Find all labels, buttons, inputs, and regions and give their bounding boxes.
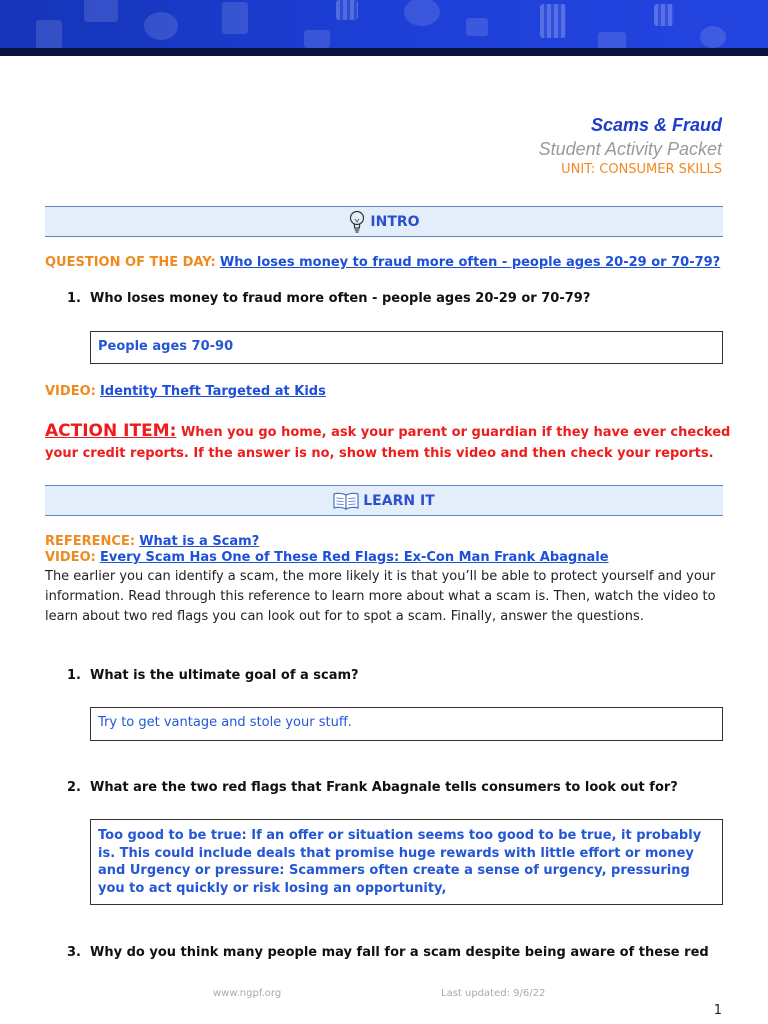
piggy-bank-icon: [404, 0, 440, 26]
page-subtitle: Student Activity Packet: [538, 139, 722, 159]
question-text: What is the ultimate goal of a scam?: [90, 668, 359, 683]
qotd-link[interactable]: Who loses money to fraud more often - people ages 20-29 or 70-79?: [219, 255, 721, 270]
unit-label: UNIT: CONSUMER SKILLS: [561, 162, 722, 177]
video-label: VIDEO:: [45, 384, 96, 399]
question-of-the-day: [45, 254, 720, 272]
header-banner: [0, 0, 768, 48]
learn-question-3: [67, 944, 709, 962]
video-label: VIDEO:: [45, 550, 96, 565]
intro-video-line: [45, 383, 326, 401]
calculator-icon: [336, 0, 358, 20]
question-text: Who loses money to fraud more often - people ages 20-29 or 70-79?: [90, 291, 591, 306]
question-number: 2.: [67, 780, 81, 795]
document-icon: [36, 20, 62, 48]
video-link-red-flags[interactable]: Every Scam Has One of These Red Flags: Ex-Con Man Frank Abagnale: [99, 550, 609, 565]
question-text: What are the two red flags that Frank Abagnale tells consumers to look out for?: [90, 780, 678, 795]
intro-question-1: [67, 290, 590, 308]
learn-answer-2[interactable]: Too good to be true: If an offer or situation seems too good to be true, it probably is. This could include deals that promise huge rewards with little effort or money and Urgency or pressure: Scammers often create a sense of urgency, pressuring you to act quickly or risk losing an opportunity,: [90, 819, 723, 905]
intro-section-label: INTRO: [370, 213, 420, 230]
action-item-label: ACTION ITEM:: [45, 421, 177, 441]
learn-answer-1[interactable]: Try to get vantage and stole your stuff.: [90, 707, 723, 741]
question-number: 1.: [67, 291, 81, 306]
learn-question-1: [67, 667, 359, 685]
learn-it-section-label: LEARN IT: [363, 492, 435, 509]
piggy-bank-icon: [144, 12, 178, 40]
learn-instructions-paragraph: The earlier you can identify a scam, the more likely it is that you’ll be able to protect yourself and your information. Read through this reference to learn more about what a scam is. Then, watch the video to learn about two red flags you can look out for to spot a scam. Finally, answer the questions.: [45, 569, 716, 624]
question-text: Why do you think many people may fall for a scam despite being aware of these red: [90, 945, 709, 960]
learn-video-line: [45, 549, 609, 567]
calculator-icon: [654, 4, 674, 26]
reference-label: REFERENCE:: [45, 534, 136, 549]
lightbulb-icon: [348, 209, 366, 235]
page-title: Scams & Fraud: [590, 115, 722, 135]
reference-link-what-is-a-scam[interactable]: What is a Scam?: [139, 534, 260, 549]
folder-icon: [84, 0, 118, 22]
title-block: [539, 114, 722, 178]
book-icon: [333, 492, 359, 510]
qotd-label: QUESTION OF THE DAY:: [45, 255, 216, 270]
learn-question-2: [67, 779, 678, 797]
question-number: 3.: [67, 945, 81, 960]
action-item-text: When you go home, ask your parent or guardian if they have ever checked your credit reports. If the answer is no, show them this video and then check your reports.: [45, 425, 731, 461]
learn-it-section-header: [45, 485, 723, 516]
footer-last-updated: Last updated: 9/6/22: [441, 988, 546, 999]
piggy-bank-icon: [700, 26, 726, 48]
folder-icon: [304, 30, 330, 48]
video-link-identity-theft[interactable]: Identity Theft Targeted at Kids: [99, 384, 326, 399]
action-item: [45, 421, 735, 464]
intro-section-header: [45, 206, 723, 237]
page-number: 1: [713, 1003, 722, 1018]
footer-website: www.ngpf.org: [213, 988, 282, 999]
intro-answer-1[interactable]: People ages 70-90: [90, 331, 723, 364]
question-number: 1.: [67, 668, 81, 683]
folder-icon: [466, 18, 488, 36]
folder-icon: [598, 32, 626, 48]
document-icon: [222, 2, 248, 34]
banner-divider: [0, 48, 768, 56]
calculator-icon: [540, 4, 566, 38]
